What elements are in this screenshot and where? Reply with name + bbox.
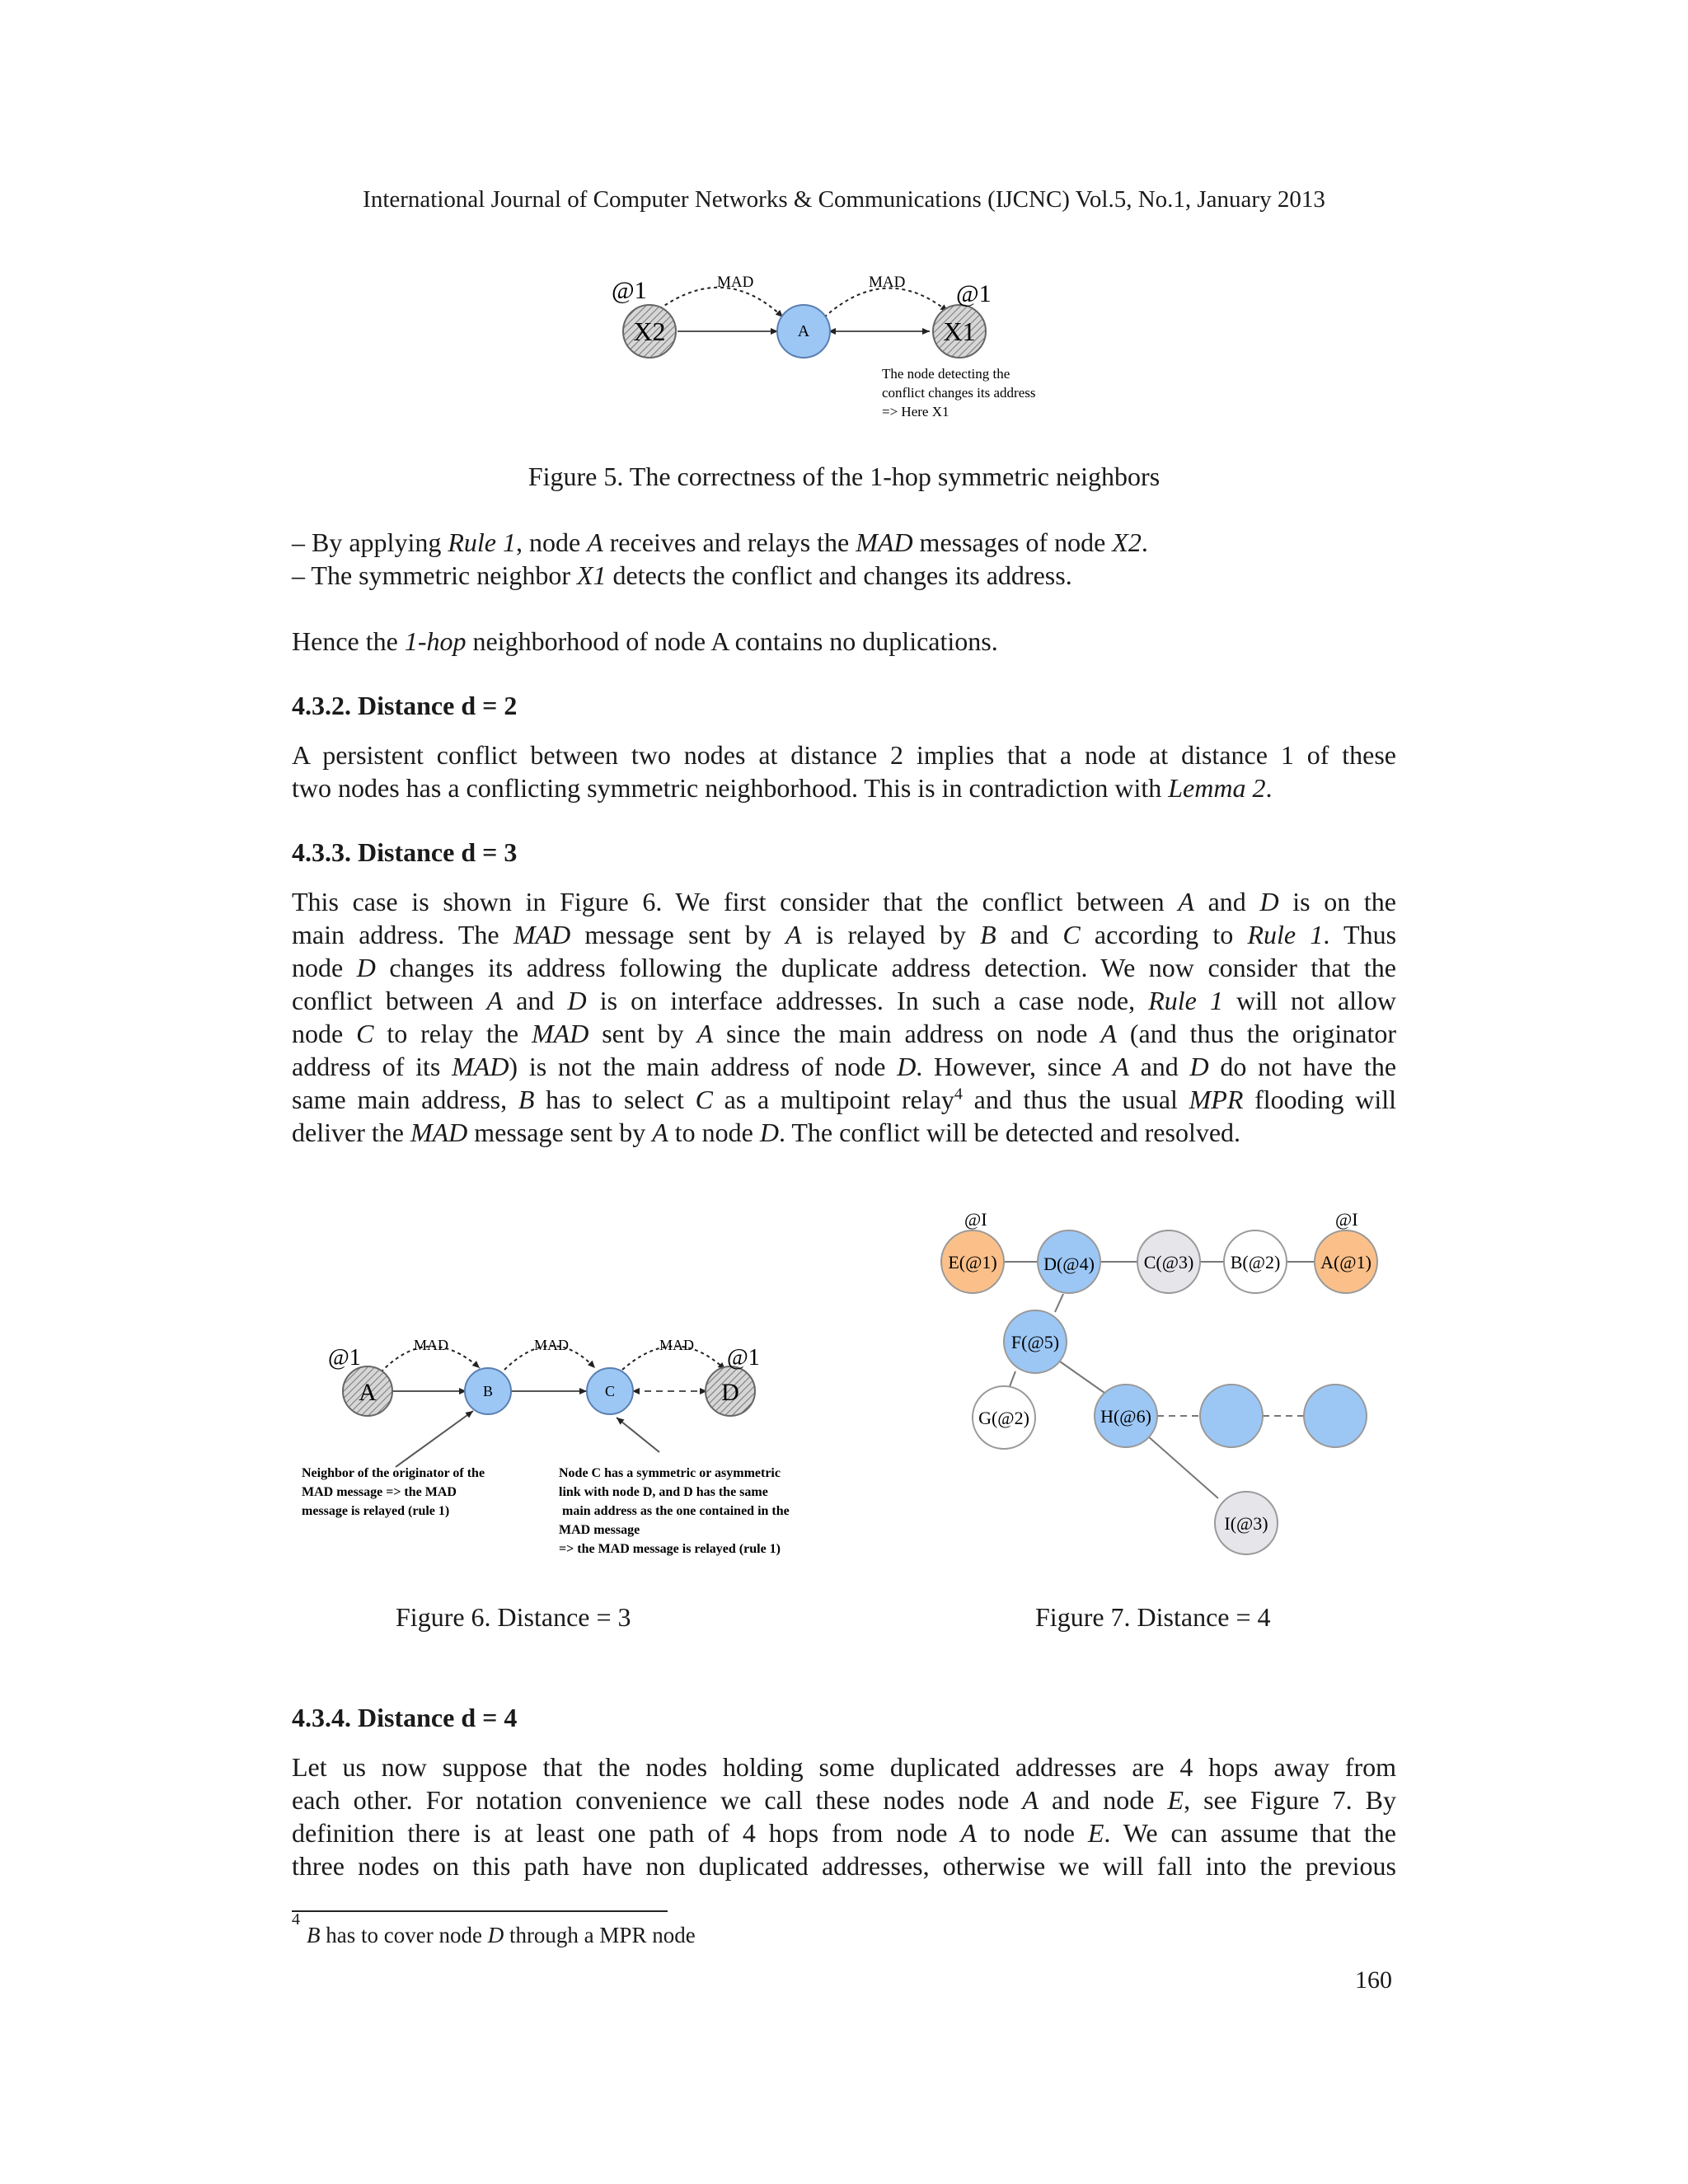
page-number: 160: [1355, 1966, 1392, 1994]
hence-paragraph: Hence the 1-hop neighborhood of node A contains no duplications.: [292, 626, 998, 656]
paragraph-434: Let us now suppose that the nodes holding some duplicated addresses are 4 hops away from each other. For notation convenience we call these nodes node A and node E, see Figure 7. By definition there is at least one path of 4 hops from node A to node E. We can assume that the three nodes on this path have non duplicated addresses, otherwise we will fall into the previous: [292, 1752, 1397, 1881]
fig7-label-c: C(@3): [1143, 1252, 1194, 1272]
fig5-at-right: @1: [956, 280, 992, 307]
fig7-at-right: @I: [1335, 1209, 1358, 1230]
fig7-label-f: F(@5): [1010, 1332, 1060, 1352]
svg-text:message is relayed (rule 1): message is relayed (rule 1): [302, 1504, 450, 1518]
paragraph-433: This case is shown in Figure 6. We first consider that the conflict between A and D is on the main address. The MAD message sent by A is relayed by B and C according to Rule 1. Thus node D changes its address following the duplicate address detection. We now consider that the conflict between A and D is on interface addresses. In such a case node, Rule 1 will not allow node C to relay the MAD sent by A since the main address on node A (and thus the originator address of its MAD) is not the main address of node D. However, since A and D do not have the same main address, B has to select C as a multipoint relay$^4$ and thus the usual MPR flooding will deliver the MAD message sent by A to node D. The conflict will be detected and resolved.: [292, 887, 1397, 1147]
fig5-mad-left: MAD: [717, 274, 754, 291]
bullet-1: – By applying Rule 1, node A receives and relays the MAD messages of node X2.: [292, 527, 1148, 557]
fig7-label-i: I(@3): [1224, 1513, 1268, 1534]
fig6-mad-1: MAD: [414, 1337, 449, 1353]
fig6-mad-3: MAD: [659, 1337, 695, 1353]
fig7-links: [985, 1262, 1314, 1498]
bullet-list: [292, 526, 1396, 592]
section-heading-434: 4.3.4. Distance d = 4: [292, 1703, 518, 1732]
svg-text:main address as the one contai: main address as the one contained in the: [559, 1504, 790, 1518]
fig5-label-a: A: [797, 322, 810, 340]
fig6-links: [392, 1391, 707, 1467]
fig5-note-3: => Here X1: [882, 404, 950, 419]
svg-text:MAD message => the MAD: MAD message => the MAD: [302, 1485, 457, 1499]
fig7-label-d: D(@4): [1043, 1254, 1095, 1274]
figure-7-caption: Figure 7. Distance = 4: [1035, 1602, 1271, 1632]
fig5-mad-right: MAD: [869, 274, 906, 291]
fig7-label-g: G(@2): [978, 1408, 1029, 1428]
fig6-at-right: @1: [727, 1345, 760, 1371]
fig7-node-blank-2: [1304, 1385, 1367, 1447]
fig7-label-a: A(@1): [1320, 1252, 1372, 1272]
fig7-at-left: @I: [964, 1209, 987, 1230]
footnote-rule: [292, 1910, 668, 1912]
fig7-label-h: H(@6): [1100, 1406, 1151, 1427]
fig6-label-c: C: [604, 1383, 616, 1399]
figure-5-caption: Figure 5. The correctness of the 1-hop symmetric neighbors: [528, 462, 1160, 491]
bullet-2: – The symmetric neighbor X1 detects the conflict and changes its address.: [292, 560, 1072, 590]
figure-6: [288, 1310, 849, 1574]
fig7-node-blank-1: [1200, 1385, 1263, 1447]
fig5-label-x1: X1: [943, 316, 976, 346]
fig6-label-d: D: [721, 1379, 739, 1406]
section-heading-432: 4.3.2. Distance d = 2: [292, 691, 518, 720]
paragraph-432: A persistent conflict between two nodes at distance 2 implies that a node at distance 1 of these two nodes has a conflicting symmetric neighborhood. This is in contradiction with Lemma 2.: [292, 740, 1396, 803]
fig7-label-b: B(@2): [1230, 1252, 1281, 1272]
fig5-at-left: @1: [612, 277, 647, 304]
svg-text:Neighbor of the originator of: Neighbor of the originator of the: [302, 1466, 485, 1480]
svg-text:link with node D, and D has th: link with node D, and D has the same: [559, 1485, 768, 1499]
figure-5: [0, 262, 1688, 452]
fig6-mad-2: MAD: [534, 1337, 570, 1353]
footnote: $^4$B has to cover node D through a MPR node: [292, 1910, 696, 1947]
fig5-note-2: conflict changes its address: [882, 385, 1036, 401]
section-heading-433: 4.3.3. Distance d = 3: [292, 837, 518, 867]
fig6-label-b: B: [482, 1383, 494, 1399]
fig6-label-a: A: [359, 1379, 377, 1406]
figure-6-caption: Figure 6. Distance = 3: [396, 1602, 631, 1632]
fig5-label-x2: X2: [633, 316, 666, 346]
fig7-label-e: E(@1): [948, 1252, 997, 1272]
running-header: International Journal of Computer Networks & Communications (IJCNC) Vol.5, No.1, January 2013: [363, 186, 1325, 213]
fig6-at-left: @1: [328, 1345, 361, 1371]
fig6-note-left: [302, 1466, 485, 1518]
svg-text:Node C has a symmetric or asym: Node C has a symmetric or asymmetric: [559, 1466, 781, 1480]
svg-text:=> the MAD message is relayed: => the MAD message is relayed (rule 1): [559, 1542, 781, 1556]
fig5-note-1: The node detecting the: [882, 366, 1010, 382]
figure-7: [915, 1195, 1409, 1574]
fig6-note-right: [559, 1466, 790, 1556]
svg-text:MAD message: MAD message: [559, 1523, 640, 1537]
